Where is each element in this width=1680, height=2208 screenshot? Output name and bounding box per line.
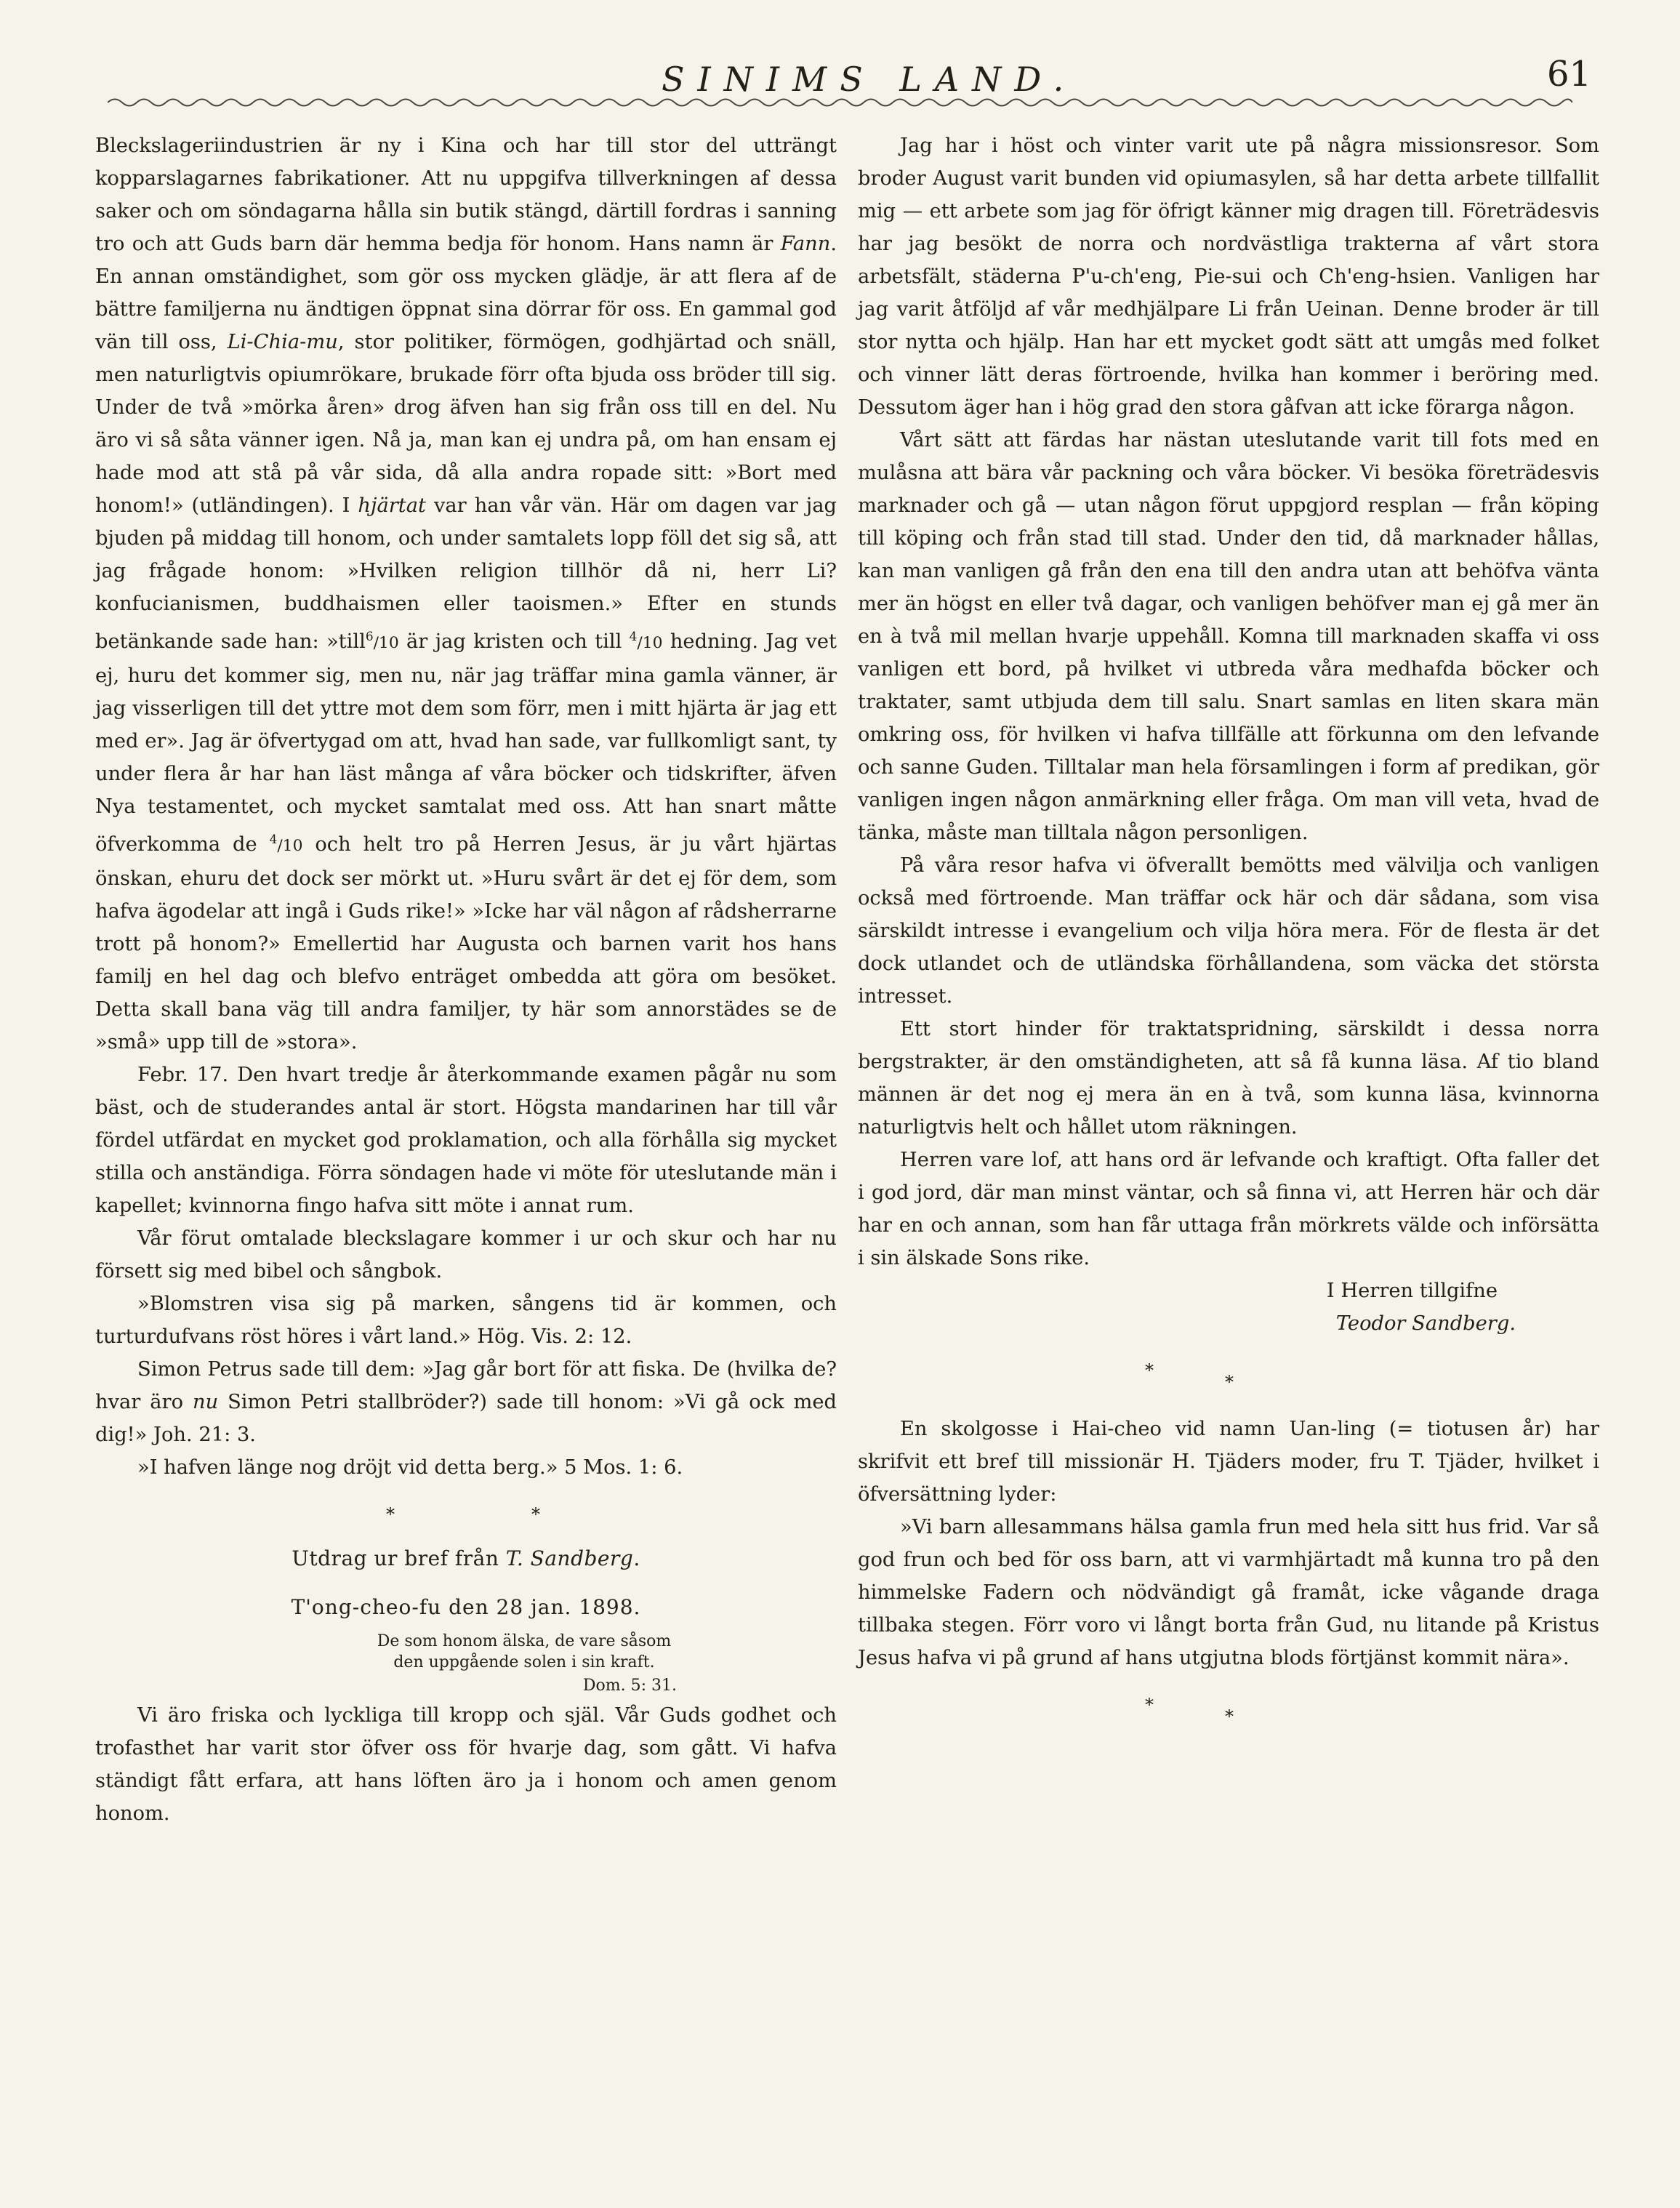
name-fann: Fann [780,233,831,255]
star-divider: * [1145,1360,1154,1381]
right-paragraph-6: En skolgosse i Hai-cheo vid namn Uan-ling (= tiotusen år) har skrifvit ett bref till missionär H. Tjäders moder, fru T. Tjäder, hvilket i öfversättning lyder: [858,1418,1599,1506]
fraction-four-tenths: $^4$/10 [629,629,663,653]
section-divider-stars [858,1340,1599,1392]
page-number: 61 [1547,54,1592,95]
left-paragraph-3: Vår förut omtalade bleckslagare kommer i ur och skur och har nu försett sig med bibel och sångbok. [95,1227,837,1283]
star-divider: * [1145,1695,1154,1715]
section-divider-stars [95,1484,837,1527]
fraction-six-tenths: $^6$/10 [365,629,399,653]
left-paragraph-5: Simon Petrus sade till dem: »Jag går bort för att fiska. De (hvilka de? hvar äro nu Simon Petri stallbröder?) sade till honom: »Vi gå ock med dig!» Joh. 21: 3. [95,1358,837,1447]
fraction-four-tenths-2: $^4$/10 [269,832,303,856]
motto-reference: Dom. 5: 31. [582,1677,677,1695]
right-paragraph-2: Vårt sätt att färdas har nästan uteslutande varit till fots med en mulåsna att bära vår packning och våra böcker. Vi besöka företrädesvis marknader och gå — utan någon förut uppgjord resplan — från köping till köping och från stad till stad. Under den tid, då marknader hållas, kan man vanligen gå från den ena till den andra utan att behöfva vänta mer än högst en eller två dagar, och vanligen behöfver man ej gå mer än en à två mil mellan hvarje uppehåll. Komna till marknaden skaffa vi oss vanligen ett bord, på hvilket vi utbreda våra medhafda böcker och traktater, samt utbjuda dem till salu. Snart samlas en liten skara män omkring oss, för hvilken vi hafva tillfälle att förkunna om den lefvande och sanne Guden. Tilltalar man hela församlingen i form af predikan, gör vanligen ingen någon anmärkning eller fråga. Om man vill veta, hvad de tänka, måste man tilltala någon personligen. [858,429,1599,844]
header-ornamental-rule [108,95,1572,111]
right-paragraph-5: Herren vare lof, att hans ord är lefvande och kraftigt. Ofta faller det i god jord, där man minst väntar, och så finna vi, att Herren här och där har en och annan, som han får uttaga från mörkrets välde och införsätta i sin älskade Sons rike. [858,1149,1599,1269]
right-paragraph-1: Jag har i höst och vinter varit ute på några missionsresor. Som broder August varit bunden vid opiumasylen, så har detta arbete tillfallit mig — ett arbete som jag för öfrigt känner mig dragen till. Företrädesvis har jag besökt de norra och nordvästliga trakterna af vårt stora arbetsfält, städerna P'u-ch'eng, Pie-sui och Ch'eng-hsien. Vanligen har jag varit åtföljd af vår medhjälpare Li från Ueinan. Denne broder är till stor nytta och hjälp. Han har ett mycket godt sätt att umgås med folket och vinner lätt deras förtroende, hvilka han kommer i beröring med. Dessutom äger han i hög grad den stora gåfvan att icke förarga någon. [858,135,1599,419]
motto-verse: De som honom älska, de vare såsom den uppgående solen i sin kraft. [377,1632,672,1672]
right-paragraph-4: Ett stort hinder för traktatspridning, särskildt i dessa norra bergstrakter, är den omständigheten, att så få kunna läsa. Af tio bland männen är det nog ej mera än en à två, som kunna läsa, kvinnorna naturligtvis helt och hållet utom räkningen. [858,1018,1599,1139]
emphasis-hjartat: hjärtat [358,494,426,517]
left-paragraph-7: Vi äro friska och lyckliga till kropp och själ. Vår Guds godhet och trofasthet har varit stor öfver oss för hvarje dag, som gått. Vi hafva ständigt fått erfara, att hans löften äro ja i honom och amen genom honom. [95,1704,837,1826]
left-column [95,129,837,1830]
star-divider: * [1225,1372,1234,1392]
page-header [0,0,1680,124]
left-paragraph-2: Febr. 17. Den hvart tredje år återkommande examen pågår nu som bäst, och de studerandes antal är stort. Högsta mandarinen har till vår fördel utfärdat en mycket god proklamation, och alla förhålla sig mycket stilla och anständiga. Förra söndagen hade vi möte för uteslutande män i kapellet; kvinnorna fingo hafva sitt möte i annat rum. [95,1064,837,1218]
left-paragraph-4: »Blomstren visa sig på marken, sångens tid är kommen, och turturdufvans röst höres i vårt land.» Hög. Vis. 2: 12. [95,1293,837,1349]
star-divider: * [531,1504,540,1525]
letter-author: T. Sandberg [505,1546,634,1571]
left-paragraph-1: Bleckslageriindustrien är ny i Kina och har till stor del utträngt kopparslagarnes fabrikationer. Att nu uppgifva tillverkningen af dessa saker och om söndagarna hålla sin butik stängd, därtill fordras i sanning tro och att Guds barn där hemma bedja för honom. Hans namn är Fann. En annan omständighet, som gör oss mycken glädje, är att flera af de bättre familjerna nu ändtigen öppnat sina dörrar för oss. En gammal god vän till oss, Li-Chia-mu, stor politiker, förmögen, godhjärtad och snäll, men naturligtvis opiumrökare, brukade förr ofta bjuda oss bröder till sig. Under de två »mörka åren» drog äfven han sig från oss till en del. Nu äro vi så såta vänner igen. Nå ja, man kan ej undra på, om han ensam ej hade mod att stå på vår sida, då alla andra ropade sitt: »Bort med honom!» (utländingen). I hjärtat var han vår vän. Här om dagen var jag bjuden på middag till honom, och under samtalets lopp föll det sig så, att jag frågade honom: »Hvilken religion tillhör då ni, herr Li? konfucianismen, buddhaismen eller taoismen.» Efter en stunds betänkande sade han: »till$^6$/10 är jag kristen och till $^4$/10 hedning. Jag vet ej, huru det kommer sig, men nu, när jag träffar mina gamla vänner, är jag visserligen till det yttre mot dem som förr, men i mitt hjärta är jag ett med er». Jag är öfvertygad om att, hvad han sade, var fullkomligt sant, ty under flera år har han läst många af våra böcker och tidskrifter, äfven Nya testamentet, och mycket samtalat med oss. Att han snart måtte öfverkomma de $^4$/10 och helt tro på Herren Jesus, är ju vårt hjärtas önskan, ehuru det dock ser mörkt ut. »Huru svårt är det ej för dem, som hafva ägodelar att ingå i Guds rike!» »Icke har väl någon af rådsherrarne trott på honom?» Emellertid har Augusta och barnen varit hos hans familj en hel dag och blefvo enträget ombedda att göra om besöket. Detta skall bana väg till andra familjer, ty här som annorstädes se de »små» upp till de »stora». [95,135,837,1054]
left-paragraph-6: »I hafven länge nog dröjt vid detta berg.» 5 Mos. 1: 6. [137,1456,683,1480]
right-paragraph-7: »Vi barn allesammans hälsa gamla frun med hela sitt hus frid. Var så god frun och bed för oss barn, att vi varmhjärtadt må kunna tro på den himmelske Fadern och nödvändigt gå framåt, icke vågande draga tillbaka stegen. Förr voro vi långt borta från Gud, nu litande på Kristus Jesus hafva vi på grund af hans utgjutna blods förtjänst kommit nära». [858,1516,1599,1669]
star-divider: * [386,1504,395,1525]
letter-place-date: T'ong-cheo-fu den 28 jan. 1898. [291,1595,641,1620]
name-li-chia-mu: Li-Chia-mu [227,331,338,353]
letter-heading: Utdrag ur bref från T. Sandberg. [292,1546,640,1571]
right-column [858,129,1599,1727]
signature: Teodor Sandberg. [1335,1312,1516,1335]
running-title: SINIMS LAND. [662,60,1077,99]
section-divider-stars [858,1674,1599,1727]
right-paragraph-3: På våra resor hafva vi öfverallt bemötts med välvilja och vanligen också med förtroende. Man träffar ock här och där sådana, som visa särskildt intresse i evangelium och vilja höra mera. För de flesta är det dock utlandet och de utländska förhållandena, som väcka det största intresset. [858,854,1599,1008]
star-divider: * [1225,1706,1234,1727]
closing-greeting: I Herren tillgifne [1326,1280,1498,1302]
